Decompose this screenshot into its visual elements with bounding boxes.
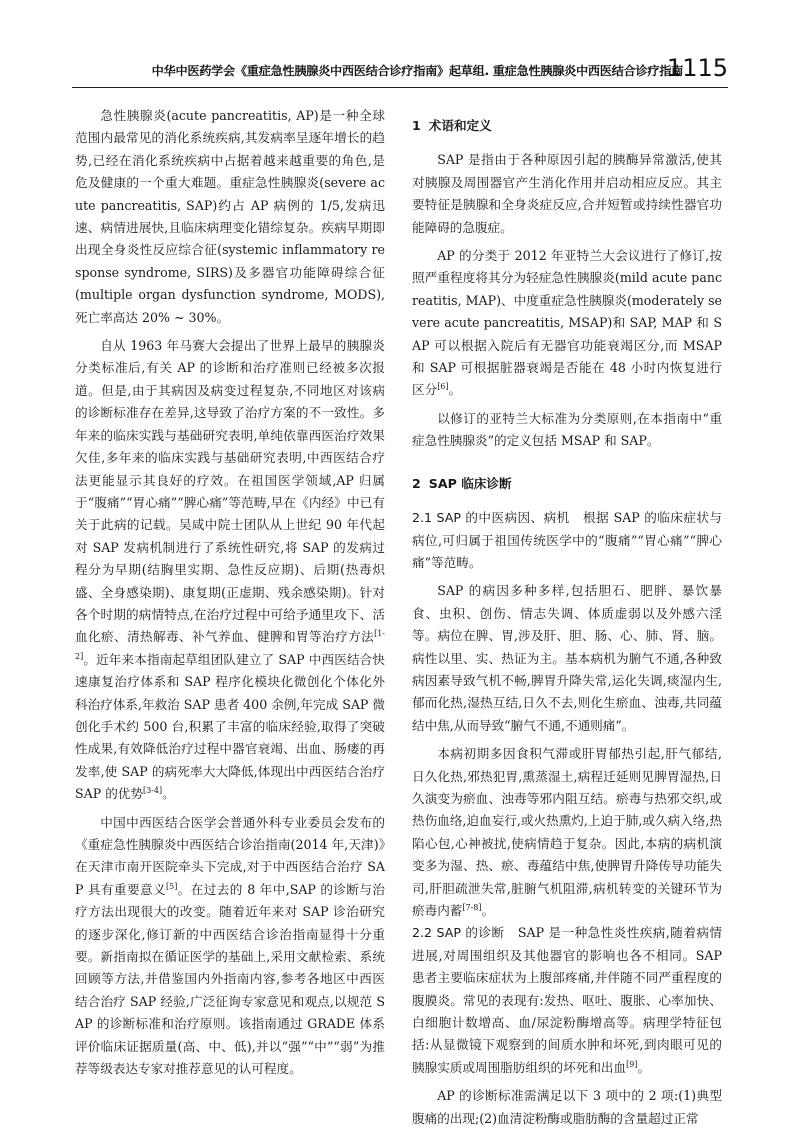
- section-2-heading: [412, 473, 722, 495]
- definition-text: SAP 是指由于各种原因引起的胰酶异常激活,使其对胰腺及周围器官产生消化作用并启动相应反应。其主要特征是胰腺和全身炎症反应,合并短暂或持续性器官功能障碍的急腹症。: [412, 152, 722, 235]
- scope-paragraph: [412, 408, 722, 453]
- citation-7-8: [7-8]: [462, 902, 482, 912]
- criteria-text: AP 的诊断标准需满足以下 3 项中的 2 项:(1)典型腹痛的出现;(2)血清淀粉酶或脂肪酶的含量超过正常: [412, 1088, 722, 1126]
- subsection-2-2-title: 2.2 SAP 的诊断: [412, 925, 505, 941]
- guideline-text: 中国中西医结合医学会普通外科专业委员会发布的《重症急性胰腺炎中西医结合诊治指南(2014 年,天津)》在天津市南开医院牵头下完成,对于中西医结合治疗 SAP 具有重要意义: [75, 814, 385, 897]
- citation-5: [5]: [165, 881, 178, 891]
- citation-1-2: [1-2]: [75, 629, 385, 661]
- header-rule: [72, 87, 728, 88]
- cause-paragraph: [412, 580, 722, 737]
- running-title: 中华中医药学会《重症急性胰腺炎中西医结合诊疗指南》起草组. 重症急性胰腺炎中西医结合诊疗指南: [151, 64, 683, 78]
- page-number: 1115: [666, 54, 728, 82]
- guideline-paragraph: [75, 812, 385, 1081]
- definition-paragraph: [412, 149, 722, 239]
- history-paragraph: [75, 335, 385, 806]
- criteria-paragraph: [412, 1085, 722, 1130]
- diagnosis-subsection: [412, 922, 722, 1079]
- citation-6: [6]: [437, 382, 449, 392]
- subsection-2-2-text: SAP 是一种急性炎性疾病,随着病情进展,对周围组织及其他器官的影响也各不相同。SAP 患者主要临床症状为上腹部疼痛,并伴随不同严重程度的腹膜炎。常见的表现有:发热、呕吐、腹胀、心率加快、白细胞计数增高、血/尿淀粉酶增高等。病理学特征包括:从显微镜下观察到的间质水肿和坏死,到肉眼可见的胰腺实质或周围脂肪组织的坏死和出血: [412, 925, 722, 1075]
- etiology-subsection: [412, 507, 722, 574]
- classification-text-end: 。: [448, 382, 462, 398]
- history-text-end: 。: [162, 786, 175, 802]
- classification-text: AP 的分类于 2012 年亚特兰大会议进行了修订,按照严重程度将其分为轻症急性胰腺炎(mild acute pancreatitis, MAP)、中度重症急性胰腺炎(moderately severe acute pancreatitis, MSAP)和 SAP, MAP 和 SAP 可以根据入院后有无器官功能衰竭区分,而 MSAP 和 SAP 可根据脏器衰竭是否能在 48 小时内恢复进行区分: [412, 248, 722, 398]
- intro-text: 急性胰腺炎(acute pancreatitis, AP)是一种全球范围内最常见的消化系统疾病,其发病率呈逐年增长的趋势,已经在消化系统疾病中占据着越来越重要的角色,是危及健康的一个重大难题。重症急性胰腺炎(severe acute pancreatitis, SAP)约占 AP 病例的 1/5,发病迅速、病情进展快,且临床病理变化错综复杂。疾病早期即出现全身炎性反应综合征(systemic inflammatory response syndrome, SIRS)及多器官功能障碍综合征(multiple organ dysfunction syndrome, MODS),死亡率高达 20% ~ 30%。: [75, 108, 385, 325]
- citation-3-4: [3-4]: [142, 786, 163, 795]
- pathogenesis-text-end: 。: [481, 903, 495, 918]
- intro-paragraph: [75, 105, 385, 329]
- section-1-title: 术语和定义: [428, 118, 492, 133]
- citation-9: [9]: [626, 1059, 638, 1069]
- pathogenesis-paragraph: [412, 743, 722, 922]
- history-text-tail: 。近年来本指南起草组团队建立了 SAP 中西医结合快速康复治疗体系和 SAP 程序化模块化微创化个体化外科治疗体系,年救治 SAP 患者 400 余例,年完成 SAP 微创化手术约 500 台,积累了丰富的临床经验,取得了突破性成果,有效降低治疗过程中器官衰竭、出血、肠瘘的再发率,使 SAP 的病死率大大降低,体现出中西医结合治疗 SAP 的优势: [75, 651, 385, 802]
- classification-paragraph: [412, 245, 722, 402]
- left-column: [75, 105, 385, 1080]
- subsection-2-1-title: 2.1 SAP 的中医病因、病机: [412, 510, 570, 526]
- section-2-number: 2: [412, 475, 421, 491]
- section-1-heading: [412, 115, 722, 137]
- cause-text: SAP 的病因多种多样,包括胆石、肥胖、暴饮暴食、虫积、创伤、情志失调、体质虚弱以及外感六淫等。病位在脾、胃,涉及肝、胆、肠、心、肺、肾、脑。病性以里、实、热证为主。基本病机为腑气不通,各种致病因素导致气机不畅,脾胃升降失常,运化失调,痰湿内生,郁而化热,湿热互结,日久不去,则化生瘀血、浊毒,共同蕴结中焦,从而导致“腑气不通,不通则痛”。: [412, 583, 722, 733]
- page-header: [0, 0, 800, 86]
- pathogenesis-text: 本病初期多因食积气滞或肝胃郁热引起,肝气郁结,日久化热,邪热犯胃,熏蒸湿土,病程迁延则见脾胃湿热,日久演变为瘀血、浊毒等邪内阻互结。瘀毒与热邪交织,或热伤血络,迫血妄行,或火热熏灼,上迫于肺,或久病入络,热陷心包,心神被扰,使病情趋于复杂。因此,本病的病机演变多为湿、热、瘀、毒蕴结中焦,使脾胃升降传导功能失司,肝胆疏泄失常,脏腑气机阻滞,病机转变的关键环节为瘀毒内蓄: [412, 746, 722, 918]
- subsection-2-2-end: 。: [637, 1059, 651, 1075]
- right-column: [412, 105, 722, 1130]
- guideline-text-tail: 。在过去的 8 年中,SAP 的诊断与治疗方法出现很大的改变。随着近年来对 SAP 诊治研究的逐步深化,修订新的中西医结合诊治指南显得十分重要。新指南拟在循证医学的基础上,采用文献检索、系统回顾等方法,并借鉴国内外指南内容,参考各地区中西医结合治疗 SAP 经验,广泛征询专家意见和观点,以规范 SAP 的诊断标准和治疗原则。该指南通过 GRADE 体系评价临床证据质量(高、中、低),并以“强”“中”“弱”为推荐等级表达专家对推荐意见的认可程度。: [75, 881, 385, 1077]
- scope-text: 以修订的亚特兰大标准为分类原则,在本指南中“重症急性胰腺炎”的定义包括 MSAP 和 SAP。: [412, 410, 722, 449]
- subsection-2-1-text: 根据 SAP 的临床症状与病位,可归属于祖国传统医学中的“腹痛”“胃心痛”“脾心痛”等范畴。: [412, 510, 723, 570]
- history-text: 自从 1963 年马赛大会提出了世界上最早的胰腺炎分类标准后,有关 AP 的诊断和治疗准则已经被多次报道。但是,由于其病因及病变过程复杂,不同地区对该病的诊断标准存在差异,这导致了治疗方案的不一致性。多年来的临床实践与基础研究表明,单纯依靠西医治疗效果欠佳,多年来的临床实践与基础研究表明,中西医结合疗法更能显示其良好的疗效。在祖国医学领域,AP 归属于“腹痛”“胃心痛”“脾心痛”等范畴,早在《内经》中已有关于此病的记载。吴咸中院士团队从上世纪 90 年代起对 SAP 发病机制进行了系统性研究,将 SAP 的发病过程分为早期(结胸里实期、急性反应期)、后期(热毒炽盛、全身感染期)、康复期(正虚期、残余感染期)。针对各个时期的病情特点,在治疗过程中可给予通里攻下、活血化瘀、清热解毒、补气养血、健脾和胃等治疗方法: [75, 338, 385, 645]
- section-1-number: 1: [412, 118, 421, 133]
- section-2-title: SAP 临床诊断: [428, 475, 512, 491]
